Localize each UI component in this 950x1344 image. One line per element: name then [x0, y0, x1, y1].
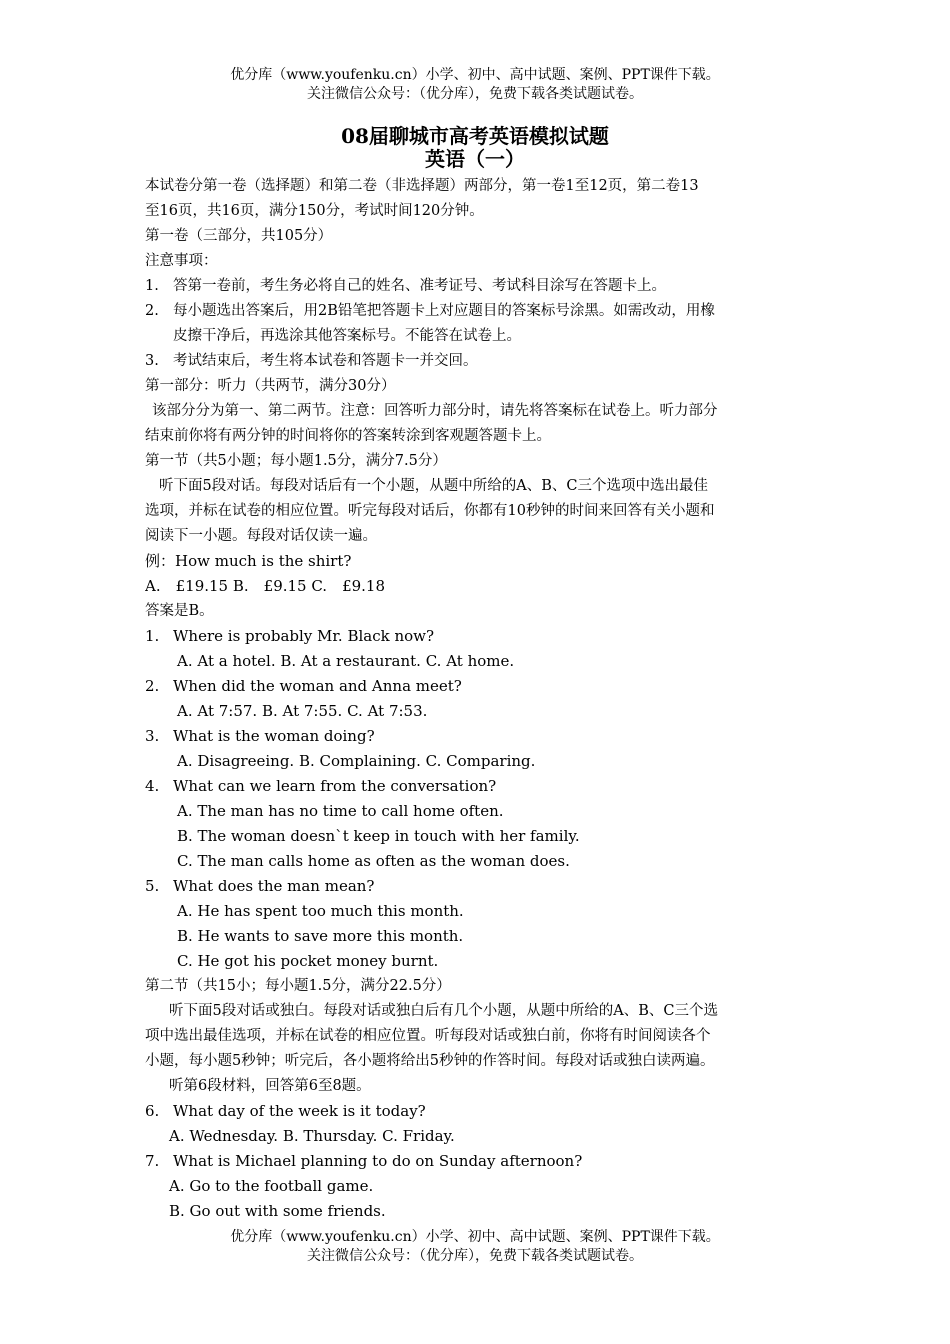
section-1-para-2: 选项，并标在试卷的相应位置。听完每段对话后，你都有10秒钟的时间来回答有关小题和 [145, 503, 715, 519]
question-7-option-b: B. Go out with some friends. [169, 1202, 386, 1220]
notice-item-3 [145, 351, 810, 371]
question-4 [145, 776, 810, 796]
header-line-2: 关注微信公众号：（优分库），免费下载各类试题试卷。 [307, 86, 643, 102]
intro-line-1: 本试卷分第一卷（选择题）和第二卷（非选择题）两部分，第一卷1至12页，第二卷13 [145, 178, 699, 194]
question-6 [145, 1101, 810, 1121]
notice-heading: 注意事项： [145, 253, 218, 269]
section-2-heading: 第二节（共15小；每小题1.5分，满分22.5分） [145, 978, 451, 994]
notice-num: 1. [145, 278, 159, 294]
section-2-para-2: 项中选出最佳选项，并标在试卷的相应位置。听每段对话或独白前，你将有时间阅读各个 [145, 1028, 711, 1044]
question-3-options: A. Disagreeing. B. Complaining. C. Comparing. [177, 752, 536, 770]
question-1 [145, 626, 810, 646]
question-5-option-c: C. He got his pocket money burnt. [177, 952, 439, 970]
page-subtitle: 英语（一） [425, 147, 525, 171]
example-answer: 答案是B。 [145, 603, 214, 619]
question-2 [145, 676, 810, 696]
notice-num: 3. [145, 353, 159, 369]
question-4-option-a: A. The man has no time to call home often. [177, 802, 504, 820]
section-2-para-1: 听下面5段对话或独白。每段对话或独白后有几个小题，从题中所给的A、B、C三个选 [169, 1003, 718, 1019]
question-number: 5. [145, 877, 160, 895]
notice-text: 答第一卷前，考生务必将自己的姓名、准考证号、考试科目涂写在答题卡上。 [173, 278, 666, 294]
footer-line-2: 关注微信公众号：（优分库），免费下载各类试题试卷。 [307, 1248, 643, 1264]
question-text: What can we learn from the conversation? [173, 777, 497, 795]
footer-line-1: 优分库（www.youfenku.cn）小学、初中、高中试题、案例、PPT课件下载。 [230, 1229, 720, 1245]
question-number: 3. [145, 727, 160, 745]
question-4-option-c: C. The man calls home as often as the woman does. [177, 852, 570, 870]
question-4-option-b: B. The woman doesn`t keep in touch with her family. [177, 827, 580, 845]
question-text: What does the man mean? [173, 877, 375, 895]
question-7-option-a: A. Go to the football game. [169, 1177, 374, 1195]
section-2-para-4: 听第6段材料，回答第6至8题。 [169, 1078, 371, 1094]
section-2-para-3: 小题，每小题5秒钟；听完后，各小题将给出5秒钟的作答时间。每段对话或独白读两遍。 [145, 1053, 715, 1069]
header-line-1: 优分库（www.youfenku.cn）小学、初中、高中试题、案例、PPT课件下载。 [230, 67, 720, 83]
section-1-heading: 第一节（共5小题；每小题1.5分，满分7.5分） [145, 453, 447, 469]
question-number: 2. [145, 677, 160, 695]
question-2-options: A. At 7:57. B. At 7:55. C. At 7:53. [177, 702, 428, 720]
question-6-options: A. Wednesday. B. Thursday. C. Friday. [169, 1127, 455, 1145]
example-question: 例：How much is the shirt? [145, 552, 352, 570]
question-text: What is Michael planning to do on Sunday afternoon? [173, 1152, 583, 1170]
section-1-para-1: 听下面5段对话。每段对话后有一个小题，从题中所给的A、B、C三个选项中选出最佳 [159, 478, 708, 494]
part-1-para-1: 该部分分为第一、第二两节。注意：回答听力部分时，请先将答案标在试卷上。听力部分 [152, 403, 718, 419]
example-options: A. £19.15 B. £9.15 C. £9.18 [145, 577, 386, 595]
notice-item-1 [145, 276, 810, 296]
page-title: 08届聊城市高考英语模拟试题 [341, 124, 609, 148]
question-7 [145, 1151, 810, 1171]
question-5-option-a: A. He has spent too much this month. [177, 902, 464, 920]
notice-text: 考试结束后，考生将本试卷和答题卡一并交回。 [173, 353, 478, 369]
question-number: 1. [145, 627, 160, 645]
question-number: 4. [145, 777, 160, 795]
question-5-option-b: B. He wants to save more this month. [177, 927, 464, 945]
intro-line-2: 至16页，共16页，满分150分，考试时间120分钟。 [145, 203, 484, 219]
question-text: What day of the week is it today? [173, 1102, 426, 1120]
question-5 [145, 876, 810, 896]
part-1-para-2: 结束前你将有两分钟的时间将你的答案转涂到客观题答题卡上。 [145, 428, 551, 444]
question-1-options: A. At a hotel. B. At a restaurant. C. At home. [177, 652, 515, 670]
question-3 [145, 726, 810, 746]
question-text: Where is probably Mr. Black now? [173, 627, 435, 645]
question-text: When did the woman and Anna meet? [173, 677, 462, 695]
question-text: What is the woman doing? [173, 727, 375, 745]
question-number: 6. [145, 1102, 160, 1120]
volume-1-heading: 第一卷（三部分，共105分） [145, 228, 333, 244]
notice-item-2-cont: 皮擦干净后，再选涂其他答案标号。不能答在试卷上。 [173, 328, 521, 344]
part-1-heading: 第一部分：听力（共两节，满分30分） [145, 378, 396, 394]
notice-item-2 [145, 301, 810, 321]
notice-num: 2. [145, 303, 159, 319]
question-number: 7. [145, 1152, 160, 1170]
section-1-para-3: 阅读下一小题。每段对话仅读一遍。 [145, 528, 377, 544]
notice-text: 每小题选出答案后，用2B铅笔把答题卡上对应题目的答案标号涂黑。如需改动，用橡 [173, 303, 715, 319]
